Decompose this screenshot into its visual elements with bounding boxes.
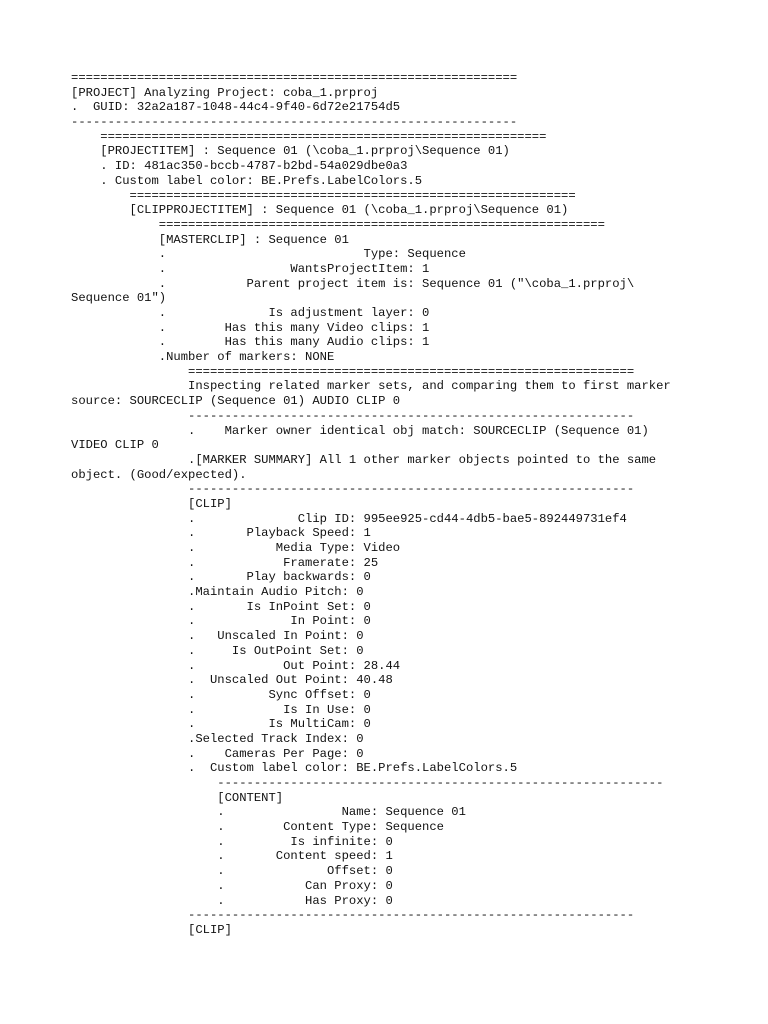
log-line: . Has Proxy: 0 xyxy=(71,893,393,908)
log-line: . Offset: 0 xyxy=(71,864,393,879)
log-line: [PROJECTITEM] : Sequence 01 (\coba_1.prproj\Sequence 01) xyxy=(71,144,510,159)
log-line: . Custom label color: BE.Prefs.LabelColors.5 xyxy=(71,173,423,188)
log-line: . Unscaled Out Point: 40.48 xyxy=(71,673,393,688)
log-line: . Parent project item is: Sequence 01 ("\coba_1.prproj\ xyxy=(71,276,635,291)
log-line: . Is infinite: 0 xyxy=(71,834,393,849)
log-line: . Playback Speed: 1 xyxy=(71,526,371,541)
log-line: . Cameras Per Page: 0 xyxy=(71,746,364,761)
log-line: ------------------------------------------------------------- xyxy=(71,908,635,923)
log-line: [PROJECT] Analyzing Project: coba_1.prproj xyxy=(71,85,379,100)
log-line: . Play backwards: 0 xyxy=(71,570,371,585)
log-line: . Marker owner identical obj match: SOURCECLIP (Sequence 01) xyxy=(71,423,649,438)
log-line: [CLIP] xyxy=(71,922,232,937)
log-line: ------------------------------------------------------------- xyxy=(71,776,664,790)
log-line: [MASTERCLIP] : Sequence 01 xyxy=(71,232,349,247)
log-line: source: SOURCECLIP (Sequence 01) AUDIO CLIP 0 xyxy=(71,394,401,409)
log-line: . Framerate: 25 xyxy=(71,555,379,570)
log-line: ============================================================= xyxy=(71,217,605,232)
log-line: [CONTENT] xyxy=(71,790,284,805)
log-line: . Content Type: Sequence xyxy=(71,820,444,835)
log-line: . Type: Sequence xyxy=(71,247,466,262)
log-line: object. (Good/expected). xyxy=(71,467,247,482)
log-line: ============================================================= xyxy=(71,188,576,203)
log-line: .[MARKER SUMMARY] All 1 other marker objects pointed to the same xyxy=(71,452,657,467)
log-line: .Selected Track Index: 0 xyxy=(71,731,364,746)
log-line: . Is adjustment layer: 0 xyxy=(71,306,430,320)
log-line: ============================================================= xyxy=(71,71,518,85)
log-line: . Unscaled In Point: 0 xyxy=(71,629,364,644)
log-line: . Name: Sequence 01 xyxy=(71,805,466,820)
log-line: . ID: 481ac350-bccb-4787-b2bd-54a029dbe0a3 xyxy=(71,159,408,174)
log-line: ------------------------------------------------------------- xyxy=(71,408,635,423)
log-line: .Number of markers: NONE xyxy=(71,350,335,365)
log-line: . Has this many Video clips: 1 xyxy=(71,320,430,335)
log-line: ------------------------------------------------------------- xyxy=(71,115,518,130)
log-line: . Out Point: 28.44 xyxy=(71,658,401,673)
log-line: . Custom label color: BE.Prefs.LabelColors.5 xyxy=(71,761,518,776)
log-line: . GUID: 32a2a187-1048-44c4-9f40-6d72e21754d5 xyxy=(71,100,401,115)
log-line: . Sync Offset: 0 xyxy=(71,687,371,702)
log-line: . Has this many Audio clips: 1 xyxy=(71,335,430,350)
log-line: VIDEO CLIP 0 xyxy=(71,438,159,453)
log-line: . Media Type: Video xyxy=(71,541,401,555)
log-line: . Is OutPoint Set: 0 xyxy=(71,643,364,658)
log-line: . Is MultiCam: 0 xyxy=(71,717,371,732)
log-line: . Can Proxy: 0 xyxy=(71,878,393,893)
log-line: ============================================================= xyxy=(71,364,635,379)
log-line: . Is InPoint Set: 0 xyxy=(71,599,371,614)
log-line: . Clip ID: 995ee925-cd44-4db5-bae5-892449731ef4 xyxy=(71,511,627,526)
log-line: . WantsProjectItem: 1 xyxy=(71,261,430,276)
log-line: . In Point: 0 xyxy=(71,614,371,629)
log-line: Sequence 01") xyxy=(71,291,167,306)
log-line: .Maintain Audio Pitch: 0 xyxy=(71,585,364,600)
log-line: ------------------------------------------------------------- xyxy=(71,482,635,497)
log-text-document xyxy=(71,71,761,938)
log-line: . Is In Use: 0 xyxy=(71,702,371,717)
log-line: [CLIP] xyxy=(71,496,232,511)
log-line: Inspecting related marker sets, and comparing them to first marker xyxy=(71,379,671,394)
log-line: . Content speed: 1 xyxy=(71,849,393,864)
log-line: [CLIPPROJECTITEM] : Sequence 01 (\coba_1.prproj\Sequence 01) xyxy=(71,203,569,218)
log-line: ============================================================= xyxy=(71,129,547,144)
